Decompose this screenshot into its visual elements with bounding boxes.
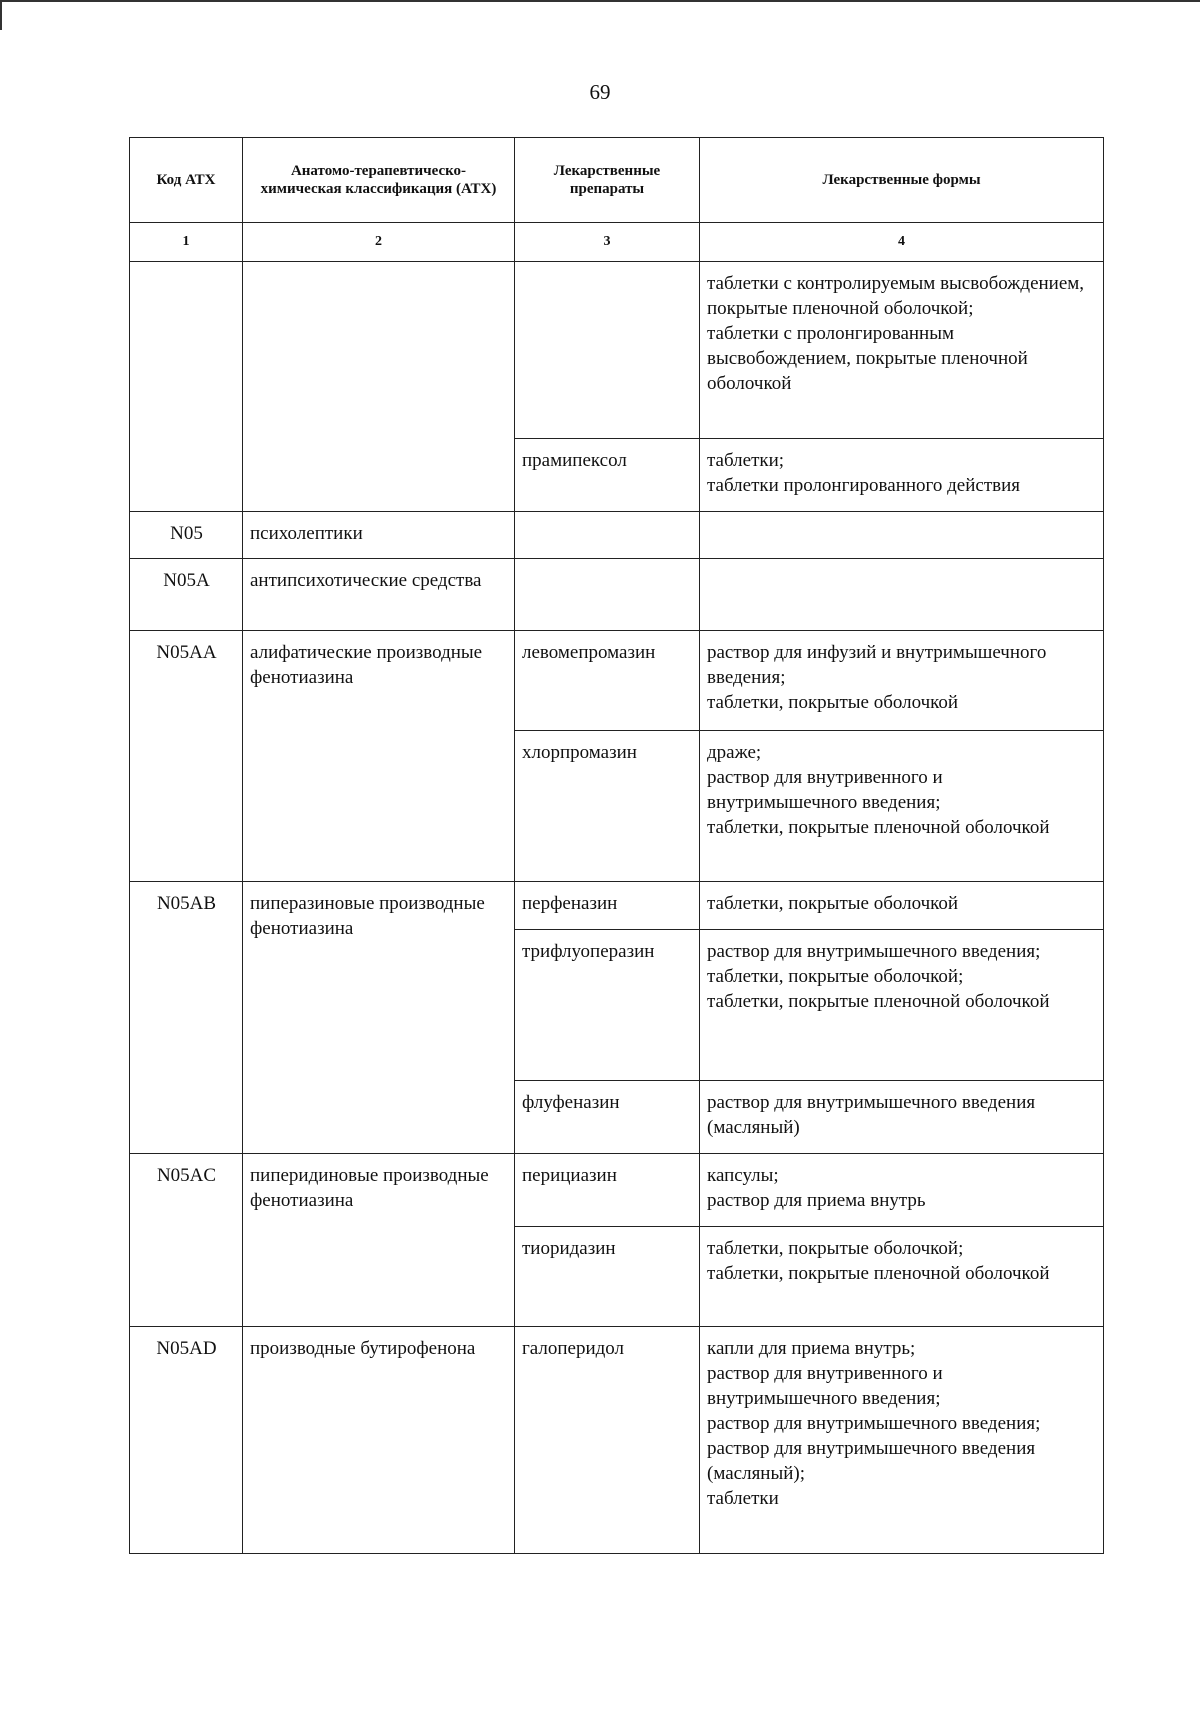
dosage-form: капли для приема внутрь; [707, 1338, 916, 1359]
dosage-forms-cell [700, 1327, 1104, 1554]
dosage-form: таблетки с контролируемым высвобождением, покрытые пленочной оболочкой; [707, 273, 1085, 319]
atx-code-cell: N05A [130, 559, 243, 631]
header-atx-classification: Анатомо-терапевтическо-химическая классификация (АТХ) [243, 138, 515, 223]
drug-cell: хлорпромазин [515, 731, 700, 882]
atx-class-cell: производные бутирофенона [243, 1327, 515, 1554]
drug-cell: левомепромазин [515, 631, 700, 731]
dosage-form: таблетки, покрытые оболочкой; [707, 966, 964, 987]
header-drugs: Лекарственные препараты [515, 138, 700, 223]
dosage-form: раствор для внутримышечного введения (масляный); [707, 1438, 1036, 1484]
dosage-forms-cell [700, 1081, 1104, 1154]
table-row [130, 1327, 1104, 1554]
dosage-form: раствор для инфузий и внутримышечного введения; [707, 642, 1047, 688]
header-dosage-forms: Лекарственные формы [700, 138, 1104, 223]
top-border-line [0, 0, 1200, 2]
left-border-line [0, 0, 2, 30]
atx-code-cell [130, 262, 243, 512]
dosage-forms-cell [700, 930, 1104, 1081]
dosage-form: раствор для внутримышечного введения; [707, 941, 1041, 962]
drug-cell: перфеназин [515, 882, 700, 930]
drug-cell: прамипексол [515, 439, 700, 512]
dosage-forms-cell [700, 1227, 1104, 1327]
dosage-form: таблетки; [707, 450, 785, 471]
atx-classification-table [129, 137, 1104, 1554]
table-row [130, 559, 1104, 631]
column-number: 2 [243, 223, 515, 262]
dosage-form: таблетки, покрытые оболочкой [707, 893, 959, 914]
table-row [130, 1154, 1104, 1227]
column-number: 1 [130, 223, 243, 262]
dosage-form: таблетки [707, 1488, 779, 1509]
atx-class-cell: пиперазиновые производные фенотиазина [243, 882, 515, 1154]
dosage-form: таблетки, покрытые оболочкой [707, 692, 959, 713]
atx-code-cell: N05AB [130, 882, 243, 1154]
atx-class-cell: пиперидиновые производные фенотиазина [243, 1154, 515, 1327]
atx-code-cell: N05AA [130, 631, 243, 882]
drug-cell: флуфеназин [515, 1081, 700, 1154]
dosage-form: раствор для приема внутрь [707, 1190, 926, 1211]
table-row [130, 512, 1104, 559]
dosage-forms-cell [700, 631, 1104, 731]
dosage-form: раствор для внутримышечного введения (масляный) [707, 1092, 1036, 1138]
atx-code-cell: N05AC [130, 1154, 243, 1327]
column-number: 4 [700, 223, 1104, 262]
atx-code-cell: N05 [130, 512, 243, 559]
dosage-form: таблетки, покрытые оболочкой; [707, 1238, 964, 1259]
drug-cell [515, 559, 700, 631]
dosage-forms-cell [700, 731, 1104, 882]
atx-class-cell: психолептики [243, 512, 515, 559]
dosage-form: таблетки с пролонгированным высвобождением, покрытые пленочной оболочкой [707, 323, 1028, 394]
dosage-form: раствор для внутримышечного введения; [707, 1413, 1041, 1434]
dosage-form: капсулы; [707, 1165, 779, 1186]
drug-cell: тиоридазин [515, 1227, 700, 1327]
dosage-forms-cell [700, 1154, 1104, 1227]
header-atx-code: Код АТХ [130, 138, 243, 223]
atx-class-cell: алифатические производные фенотиазина [243, 631, 515, 882]
column-number: 3 [515, 223, 700, 262]
table-row [130, 631, 1104, 731]
table-row [130, 262, 1104, 439]
dosage-forms-cell [700, 882, 1104, 930]
dosage-form: таблетки, покрытые пленочной оболочкой [707, 991, 1050, 1012]
dosage-forms-cell [700, 262, 1104, 439]
table-header-row [130, 138, 1104, 223]
atx-class-cell [243, 262, 515, 512]
column-number-row [130, 223, 1104, 262]
drug-cell [515, 512, 700, 559]
drug-cell: перициазин [515, 1154, 700, 1227]
dosage-form: таблетки, покрытые пленочной оболочкой [707, 1263, 1050, 1284]
atx-code-cell: N05AD [130, 1327, 243, 1554]
page-number: 69 [589, 80, 611, 104]
dosage-forms-cell [700, 439, 1104, 512]
drug-cell [515, 262, 700, 439]
dosage-form: раствор для внутривенного и внутримышечного введения; [707, 767, 943, 813]
dosage-forms-cell [700, 559, 1104, 631]
dosage-forms-cell [700, 512, 1104, 559]
dosage-form: таблетки пролонгированного действия [707, 475, 1020, 496]
dosage-form: таблетки, покрытые пленочной оболочкой [707, 817, 1050, 838]
table-row [130, 882, 1104, 930]
drug-cell: галоперидол [515, 1327, 700, 1554]
atx-class-cell: антипсихотические средства [243, 559, 515, 631]
drug-cell: трифлуоперазин [515, 930, 700, 1081]
dosage-form: драже; [707, 742, 762, 763]
dosage-form: раствор для внутривенного и внутримышечного введения; [707, 1363, 943, 1409]
